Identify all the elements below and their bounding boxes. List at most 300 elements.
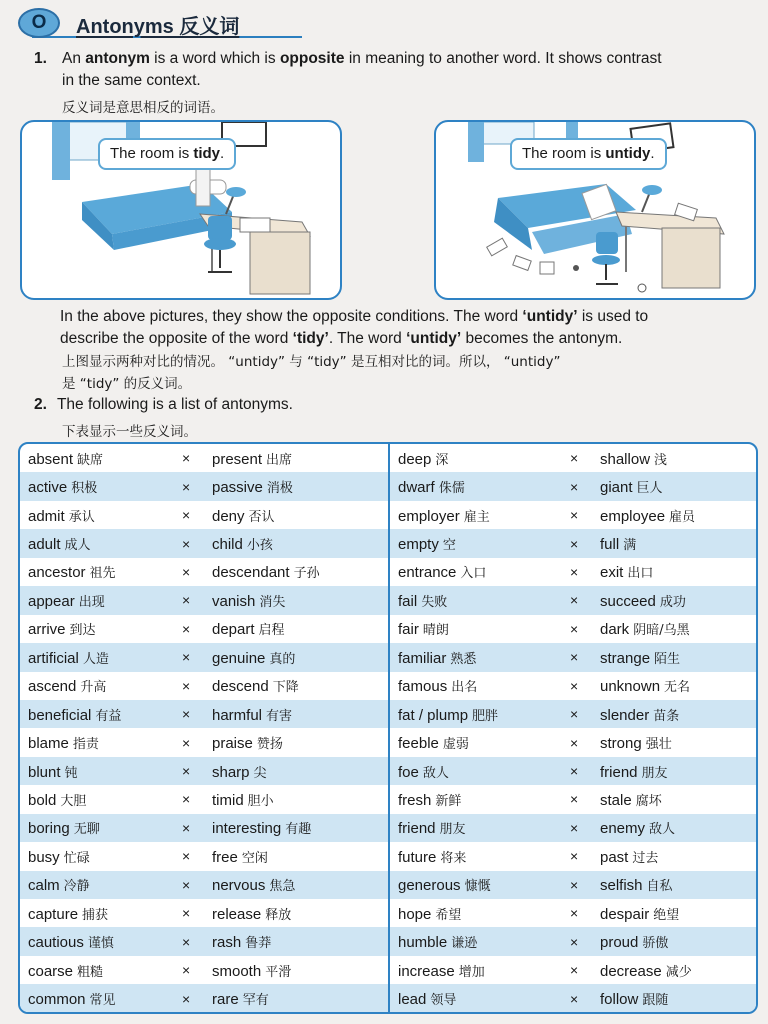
opposite-symbol: × xyxy=(182,876,191,893)
antonym-chinese: 下降 xyxy=(272,680,299,696)
opposite-symbol: × xyxy=(182,734,191,751)
antonym xyxy=(212,762,267,781)
antonym xyxy=(600,818,675,837)
antonym-row xyxy=(390,529,756,557)
word xyxy=(28,534,91,553)
opposite-symbol: × xyxy=(570,734,579,751)
antonym-row xyxy=(390,728,756,756)
antonym-english: depart xyxy=(212,621,255,639)
antonym-chinese: 朋友 xyxy=(641,765,668,781)
word-english: generous xyxy=(398,877,461,895)
word-chinese: 肥胖 xyxy=(472,708,499,724)
word-chinese: 出名 xyxy=(451,680,478,696)
antonym-chinese: 出口 xyxy=(627,566,654,582)
antonym-english: proud xyxy=(600,934,639,952)
antonym-english: free xyxy=(212,848,238,866)
word-chinese: 忙碌 xyxy=(63,850,90,866)
antonym-chinese: 焦急 xyxy=(269,879,296,895)
antonym xyxy=(212,733,283,752)
section-header xyxy=(18,6,318,38)
explain-text: becomes the antonym. xyxy=(461,330,623,347)
word-chinese: 入口 xyxy=(460,566,487,582)
opposite-symbol: × xyxy=(182,450,191,467)
antonym xyxy=(600,733,672,752)
antonym-row xyxy=(20,814,388,842)
word xyxy=(398,648,476,667)
caption-period: . xyxy=(220,145,225,162)
antonym-english: interesting xyxy=(212,820,282,838)
word xyxy=(28,762,78,781)
explain-bold-tidy: ‘tidy’ xyxy=(292,330,329,347)
antonym-row xyxy=(390,558,756,586)
word-english: adult xyxy=(28,536,61,554)
intro-text: is a word which is xyxy=(149,50,280,67)
explain-text: is used to xyxy=(577,308,649,325)
antonym-chinese: 胆小 xyxy=(247,793,274,809)
antonym-chinese: 释放 xyxy=(265,907,292,923)
antonym-english: full xyxy=(600,536,620,554)
antonym-row xyxy=(20,472,388,500)
antonym-english: unknown xyxy=(600,678,661,696)
word-english: capture xyxy=(28,905,79,923)
antonym-row xyxy=(390,956,756,984)
word-english: cautious xyxy=(28,934,84,952)
word-english: coarse xyxy=(28,962,74,980)
antonym-english: child xyxy=(212,536,243,554)
item-number: 2. xyxy=(34,396,47,413)
antonym-chinese: 减少 xyxy=(665,964,692,980)
word xyxy=(398,875,491,894)
word-chinese: 承认 xyxy=(68,509,95,525)
word xyxy=(398,847,466,866)
antonym-chinese: 阴暗/乌黑 xyxy=(633,623,690,639)
antonym-english: deny xyxy=(212,507,245,525)
word-english: fair xyxy=(398,621,419,639)
antonym xyxy=(212,648,295,667)
antonym-english: exit xyxy=(600,564,624,582)
word-chinese: 敌人 xyxy=(422,765,449,781)
word-chinese: 成人 xyxy=(64,538,91,554)
list-intro xyxy=(34,396,293,414)
word-chinese: 朋友 xyxy=(439,822,466,838)
caption-bold-word: tidy xyxy=(193,145,221,162)
word xyxy=(28,818,100,837)
word-chinese: 指责 xyxy=(72,737,99,753)
word xyxy=(28,989,116,1008)
antonym xyxy=(600,449,667,468)
antonym-row xyxy=(20,615,388,643)
antonym-english: employee xyxy=(600,507,666,525)
word xyxy=(28,449,103,468)
opposite-symbol: × xyxy=(570,450,579,467)
opposite-symbol: × xyxy=(570,649,579,666)
word-chinese: 新鲜 xyxy=(435,793,462,809)
opposite-symbol: × xyxy=(570,478,579,495)
untidy-caption xyxy=(510,138,667,170)
word-english: entrance xyxy=(398,564,457,582)
antonym-chinese: 出席 xyxy=(266,452,293,468)
antonym-chinese: 消失 xyxy=(259,594,286,610)
opposite-symbol: × xyxy=(182,848,191,865)
antonym-chinese: 启程 xyxy=(258,623,285,639)
antonym-english: sharp xyxy=(212,763,250,781)
antonym-row xyxy=(20,700,388,728)
antonym xyxy=(600,705,679,724)
word xyxy=(28,961,103,980)
opposite-symbol: × xyxy=(570,563,579,580)
word xyxy=(398,818,466,837)
opposite-symbol: × xyxy=(182,962,191,979)
antonym xyxy=(212,534,273,553)
antonym xyxy=(212,591,285,610)
caption-period: . xyxy=(650,145,655,162)
opposite-symbol: × xyxy=(570,507,579,524)
word xyxy=(398,449,448,468)
word-english: blame xyxy=(28,735,69,753)
word-english: bold xyxy=(28,791,57,809)
antonym-row xyxy=(390,984,756,1012)
antonym-chinese: 尖 xyxy=(253,765,267,781)
explain-chinese-line1: 上图显示两种对比的情况。 “untidy” 与 “tidy” 是互相对比的词。所以， “untidy” xyxy=(62,354,561,370)
word-english: famous xyxy=(398,678,448,696)
opposite-symbol: × xyxy=(182,933,191,950)
antonym-column-left xyxy=(20,444,388,1012)
antonym xyxy=(600,619,690,638)
antonym-chinese: 空闲 xyxy=(241,850,268,866)
antonym-english: follow xyxy=(600,991,639,1009)
untidy-room-illustration xyxy=(434,120,756,300)
antonym-row xyxy=(390,871,756,899)
word xyxy=(398,904,461,923)
opposite-symbol: × xyxy=(570,990,579,1007)
word-chinese: 增加 xyxy=(458,964,485,980)
intro-chinese: 反义词是意思相反的词语。 xyxy=(62,100,224,116)
antonym-chinese: 敌人 xyxy=(649,822,676,838)
intro-paragraph xyxy=(34,48,764,92)
antonym-row xyxy=(390,672,756,700)
antonym-row xyxy=(390,643,756,671)
antonym-chinese: 成功 xyxy=(659,594,686,610)
word-english: empty xyxy=(398,536,439,554)
antonym-row xyxy=(20,899,388,927)
antonym-english: succeed xyxy=(600,592,656,610)
opposite-symbol: × xyxy=(182,763,191,780)
word-chinese: 将来 xyxy=(440,850,467,866)
antonym xyxy=(600,648,680,667)
section-title: Antonyms 反义词 xyxy=(76,16,240,38)
word-chinese: 钝 xyxy=(64,765,78,781)
antonym xyxy=(212,790,274,809)
antonym-chinese: 满 xyxy=(623,538,637,554)
antonym xyxy=(212,904,291,923)
antonym-row xyxy=(20,444,388,472)
word xyxy=(398,534,456,553)
antonym-row xyxy=(390,472,756,500)
word-english: increase xyxy=(398,962,455,980)
opposite-symbol: × xyxy=(182,478,191,495)
intro-text-line2: in the same context. xyxy=(62,72,201,89)
word xyxy=(398,506,490,525)
antonym-english: enemy xyxy=(600,820,646,838)
antonym-chinese: 否认 xyxy=(248,509,275,525)
opposite-symbol: × xyxy=(570,706,579,723)
section-badge xyxy=(18,8,60,38)
antonym-chinese: 赞扬 xyxy=(256,737,283,753)
antonym xyxy=(212,477,293,496)
opposite-symbol: × xyxy=(182,620,191,637)
antonym xyxy=(600,676,690,695)
item-number: 1. xyxy=(34,50,47,67)
antonym-english: harmful xyxy=(212,706,263,724)
antonym-chinese: 跟随 xyxy=(642,993,669,1009)
opposite-symbol: × xyxy=(570,933,579,950)
word-chinese: 积极 xyxy=(71,481,98,497)
explain-chinese-line2: 是 “tidy” 的反义词。 xyxy=(62,376,192,392)
antonym-chinese: 自私 xyxy=(646,879,673,895)
antonym-row xyxy=(20,672,388,700)
explanation-paragraph xyxy=(60,306,760,350)
antonym-row xyxy=(20,501,388,529)
word-chinese: 虚弱 xyxy=(442,737,469,753)
antonym xyxy=(600,477,663,496)
antonym-chinese: 消极 xyxy=(266,481,293,497)
word-english: fat / plump xyxy=(398,706,469,724)
word xyxy=(398,961,485,980)
word-chinese: 无聊 xyxy=(73,822,100,838)
word xyxy=(28,875,90,894)
antonym xyxy=(212,562,320,581)
word xyxy=(28,733,99,752)
antonym-chinese: 巨人 xyxy=(636,481,663,497)
antonym-chinese: 无名 xyxy=(664,680,691,696)
word xyxy=(398,762,449,781)
antonym-chinese: 有害 xyxy=(266,708,293,724)
antonym xyxy=(600,506,695,525)
antonym-english: shallow xyxy=(600,450,651,468)
antonym-chinese: 骄傲 xyxy=(642,936,669,952)
antonym-row xyxy=(20,956,388,984)
antonym xyxy=(600,762,668,781)
word xyxy=(28,676,106,695)
antonym xyxy=(212,932,271,951)
antonym-english: praise xyxy=(212,735,253,753)
antonym-row xyxy=(390,785,756,813)
list-intro-chinese: 下表显示一些反义词。 xyxy=(62,424,197,440)
word-chinese: 人造 xyxy=(82,651,109,667)
antonym xyxy=(600,961,692,980)
antonym xyxy=(600,989,668,1008)
antonym-row xyxy=(20,529,388,557)
antonym-row xyxy=(20,785,388,813)
word-chinese: 常见 xyxy=(89,993,116,1009)
antonym-english: rare xyxy=(212,991,239,1009)
antonym-chinese: 真的 xyxy=(269,651,296,667)
word-english: familiar xyxy=(398,649,447,667)
word-english: fresh xyxy=(398,791,432,809)
word-english: busy xyxy=(28,848,60,866)
antonym-row xyxy=(20,586,388,614)
antonym-english: dark xyxy=(600,621,630,639)
antonym-english: strange xyxy=(600,649,651,667)
antonym-chinese: 有趣 xyxy=(285,822,312,838)
word xyxy=(28,847,90,866)
antonym-english: friend xyxy=(600,763,638,781)
word xyxy=(28,705,121,724)
word-english: ascend xyxy=(28,678,77,696)
word-chinese: 到达 xyxy=(69,623,96,639)
antonym-table xyxy=(18,442,758,1014)
word-english: arrive xyxy=(28,621,66,639)
opposite-symbol: × xyxy=(570,535,579,552)
antonym-row xyxy=(20,984,388,1012)
antonym-row xyxy=(390,586,756,614)
explain-text: . The word xyxy=(328,330,407,347)
word-chinese: 慷慨 xyxy=(464,879,491,895)
opposite-symbol: × xyxy=(570,763,579,780)
antonym-english: release xyxy=(212,905,262,923)
word-chinese: 失败 xyxy=(421,594,448,610)
antonym-row xyxy=(20,558,388,586)
antonym-english: smooth xyxy=(212,962,262,980)
word xyxy=(28,932,114,951)
word xyxy=(398,932,477,951)
word-english: absent xyxy=(28,450,74,468)
antonym-english: timid xyxy=(212,791,244,809)
caption-text: The room is xyxy=(110,145,194,162)
word-chinese: 缺席 xyxy=(77,452,104,468)
explain-text: describe the opposite of the word xyxy=(60,330,293,347)
word-english: appear xyxy=(28,592,75,610)
antonym-chinese: 过去 xyxy=(632,850,659,866)
word xyxy=(28,506,95,525)
antonym-row xyxy=(390,700,756,728)
antonym-english: despair xyxy=(600,905,650,923)
antonym-english: present xyxy=(212,450,263,468)
antonym-row xyxy=(20,757,388,785)
antonym-english: giant xyxy=(600,479,633,497)
word xyxy=(398,477,465,496)
opposite-symbol: × xyxy=(182,990,191,1007)
antonym-chinese: 子孙 xyxy=(293,566,320,582)
list-intro-text: The following is a list of antonyms. xyxy=(56,396,293,413)
antonym-english: descendant xyxy=(212,564,290,582)
word-english: admit xyxy=(28,507,65,525)
word-chinese: 捕获 xyxy=(82,907,109,923)
antonym xyxy=(600,847,658,866)
word xyxy=(398,676,477,695)
antonym-row xyxy=(390,842,756,870)
word-english: boring xyxy=(28,820,70,838)
word xyxy=(398,989,456,1008)
antonym-chinese: 陌生 xyxy=(654,651,681,667)
antonym-row xyxy=(20,643,388,671)
antonym-row xyxy=(20,728,388,756)
word-english: future xyxy=(398,848,437,866)
opposite-symbol: × xyxy=(182,706,191,723)
word-english: lead xyxy=(398,991,427,1009)
antonym-chinese: 浅 xyxy=(654,452,668,468)
antonym-row xyxy=(20,871,388,899)
word-chinese: 希望 xyxy=(435,907,462,923)
opposite-symbol: × xyxy=(570,876,579,893)
opposite-symbol: × xyxy=(570,791,579,808)
word xyxy=(28,562,116,581)
word xyxy=(28,591,105,610)
explain-bold-untidy: ‘untidy’ xyxy=(522,308,578,325)
word xyxy=(28,648,109,667)
antonym xyxy=(212,989,269,1008)
word-english: common xyxy=(28,991,86,1009)
antonym-chinese: 苗条 xyxy=(653,708,680,724)
word-chinese: 有益 xyxy=(95,708,122,724)
word xyxy=(28,619,96,638)
word xyxy=(28,904,108,923)
tidy-room-illustration xyxy=(20,120,342,300)
antonym-chinese: 罕有 xyxy=(242,993,269,1009)
explain-text: In the above pictures, they show the opposite conditions. The word xyxy=(60,308,523,325)
word-english: fail xyxy=(398,592,418,610)
word-chinese: 晴朗 xyxy=(422,623,449,639)
antonym-chinese: 鲁莽 xyxy=(245,936,272,952)
word-english: foe xyxy=(398,763,419,781)
badge-letter: O xyxy=(31,12,47,33)
antonym-english: slender xyxy=(600,706,650,724)
opposite-symbol: × xyxy=(570,848,579,865)
word-chinese: 谦逊 xyxy=(451,936,478,952)
intro-text: in meaning to another word. It shows contrast xyxy=(344,50,662,67)
antonym-row xyxy=(20,842,388,870)
antonym xyxy=(212,676,299,695)
antonym-chinese: 平滑 xyxy=(265,964,292,980)
antonym-english: decrease xyxy=(600,962,662,980)
word-english: feeble xyxy=(398,735,439,753)
opposite-symbol: × xyxy=(182,677,191,694)
antonym-english: vanish xyxy=(212,592,256,610)
word-english: hope xyxy=(398,905,432,923)
antonym xyxy=(600,875,673,894)
opposite-symbol: × xyxy=(182,791,191,808)
word xyxy=(398,562,486,581)
word xyxy=(28,477,97,496)
antonym-chinese: 雇员 xyxy=(669,509,696,525)
antonym-row xyxy=(20,927,388,955)
antonym-chinese: 绝望 xyxy=(653,907,680,923)
antonym-row xyxy=(390,899,756,927)
word-chinese: 领导 xyxy=(430,993,457,1009)
word-chinese: 谨慎 xyxy=(87,936,114,952)
word-chinese: 空 xyxy=(442,538,456,554)
antonym-column-right xyxy=(388,444,756,1012)
opposite-symbol: × xyxy=(570,962,579,979)
antonym xyxy=(600,562,653,581)
word-chinese: 大胆 xyxy=(60,793,87,809)
antonym-english: nervous xyxy=(212,877,266,895)
word xyxy=(28,790,86,809)
opposite-symbol: × xyxy=(182,535,191,552)
antonym-english: rash xyxy=(212,934,242,952)
opposite-symbol: × xyxy=(570,905,579,922)
antonym-english: strong xyxy=(600,735,642,753)
word-english: ancestor xyxy=(28,564,86,582)
antonym xyxy=(600,932,668,951)
antonym xyxy=(600,790,662,809)
antonym xyxy=(212,619,285,638)
antonym xyxy=(212,506,275,525)
explain-bold-untidy: ‘untidy’ xyxy=(406,330,462,347)
antonym-chinese: 强壮 xyxy=(645,737,672,753)
word xyxy=(398,591,447,610)
word-english: calm xyxy=(28,877,60,895)
